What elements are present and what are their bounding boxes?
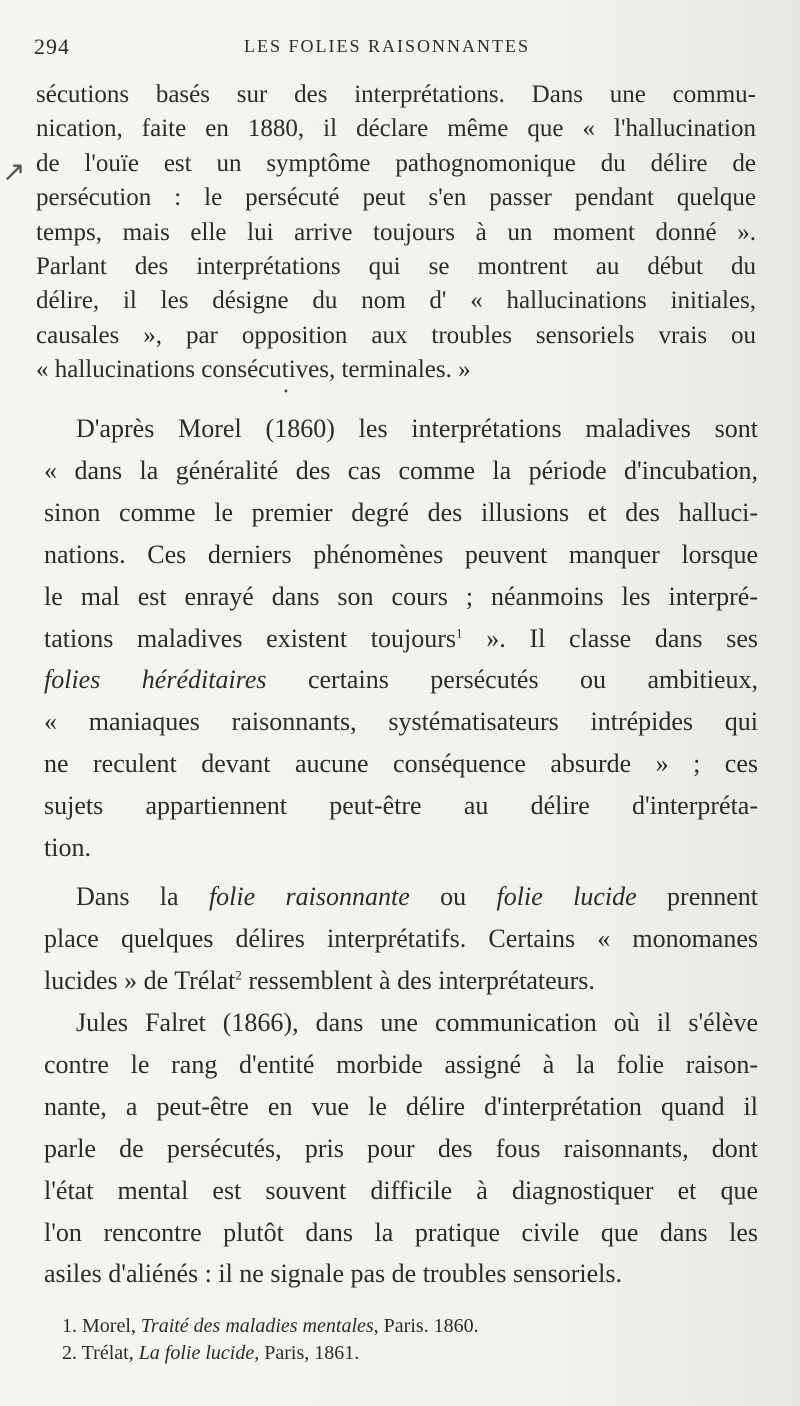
text-line: l'état mental est souvent difficile à diagnostiquer et que [44,1175,758,1205]
text-fragment: Dans la [76,882,209,911]
text-line: tion. [44,833,91,863]
footnote-title: Traité des maladies mentales [140,1315,374,1337]
italic-term: folies héréditaires [44,665,267,695]
text-line: persécution : le persécuté peut s'en passer pendant quelque [36,184,756,212]
footnote-ref-1: 1 [456,624,463,640]
footnote-rest: , Paris. 1860. [373,1315,479,1337]
footnote-number: 1. [62,1315,77,1337]
footnote-number: 2. [62,1342,77,1364]
text-fragment: certains persécutés ou ambitieux, [266,665,758,695]
text-line: nante, a peut-être en vue le délire d'interprétation quand il [44,1091,758,1121]
text-line: causales », par opposition aux troubles sensoriels vrais ou [36,321,756,349]
paragraph-folie-raisonnante [44,876,758,1002]
text-line: ne reculent devant aucune conséquence absurde » ; ces [44,749,758,779]
text-fragment: prennent [636,882,758,911]
footnote-title: La folie lucide [138,1342,255,1364]
text-line: sujets appartiennent peut-être au délire d'interpréta- [44,791,758,821]
text-line: Jules Falret (1866), dans une communication où il s'élève [76,1008,758,1037]
text-line [44,876,758,918]
footnote-ref-2: 2 [235,967,242,983]
text-line: parle de persécutés, pris pour des fous raisonnants, dont [44,1133,758,1163]
text-fragment: ou [409,882,497,911]
footnote-2 [62,1340,662,1367]
page-number: 294 [34,34,70,59]
text-line: « dans la généralité des cas comme la période d'incubation, [44,455,758,485]
text-line: de l'ouïe est un symptôme pathognomonique du délire de [36,149,756,177]
text-line: nations. Ces derniers phénomènes peuvent manquer lorsque [44,539,758,569]
text-line: Parlant des interprétations qui se montrent au début du [36,253,756,281]
text-line: délire, il les désigne du nom d' « hallucinations initiales, [36,287,756,315]
text-line: l'on rencontre plutôt dans la pratique civile que dans les [44,1217,758,1247]
footnote-author: Morel, [77,1315,141,1337]
text-line: « hallucinations consécutives, terminales. » [36,356,471,384]
text-line: place quelques délires interprétatifs. Certains « monomanes [44,923,758,953]
text-line: nication, faite en 1880, il déclare même que « l'hallucination [36,115,756,143]
footnote-1 [62,1313,662,1340]
text-line: temps, mais elle lui arrive toujours à un moment donné ». [36,218,756,246]
text-fragment: ». Il classe dans ses [462,623,758,653]
running-title: LES FOLIES RAISONNANTES [244,36,531,56]
text-line [44,618,758,660]
ornament-dot: • [283,387,289,398]
italic-term: folie raisonnante [208,882,410,911]
text-line: contre le rang d'entité morbide assigné à la folie raison- [44,1049,758,1079]
text-line: sinon comme le premier degré des illusions et des halluci- [44,497,758,527]
paragraph-falret [44,1002,758,1295]
text-line: le mal est enrayé dans son cours ; néanmoins les interpré- [44,581,758,611]
footnote-rest: , Paris, 1861. [254,1342,360,1364]
text-fragment: lucides » de Trélat [44,965,236,995]
paragraph-morel [44,408,758,869]
paragraph-continuation [36,78,756,388]
text-line [44,960,758,1002]
text-fragment: ressemblent à des interprétateurs. [241,965,595,995]
page-header [34,34,770,64]
text-line: sécutions basés sur des interprétations. Dans une commu- [36,81,756,108]
margin-annotation-mark: ↗ [2,157,26,188]
text-line: « maniaques raisonnants, systématisateurs intrépides qui [44,707,758,737]
text-line [44,659,758,701]
text-line: D'après Morel (1860) les interprétations maladives sont [76,414,758,443]
text-fragment: tations maladives existent toujours [44,623,456,653]
text-line: asiles d'aliénés : il ne signale pas de troubles sensoriels. [44,1259,622,1289]
italic-term: folie lucide [496,882,637,911]
footnote-author: Trélat, [77,1342,139,1364]
footnotes [62,1313,662,1367]
